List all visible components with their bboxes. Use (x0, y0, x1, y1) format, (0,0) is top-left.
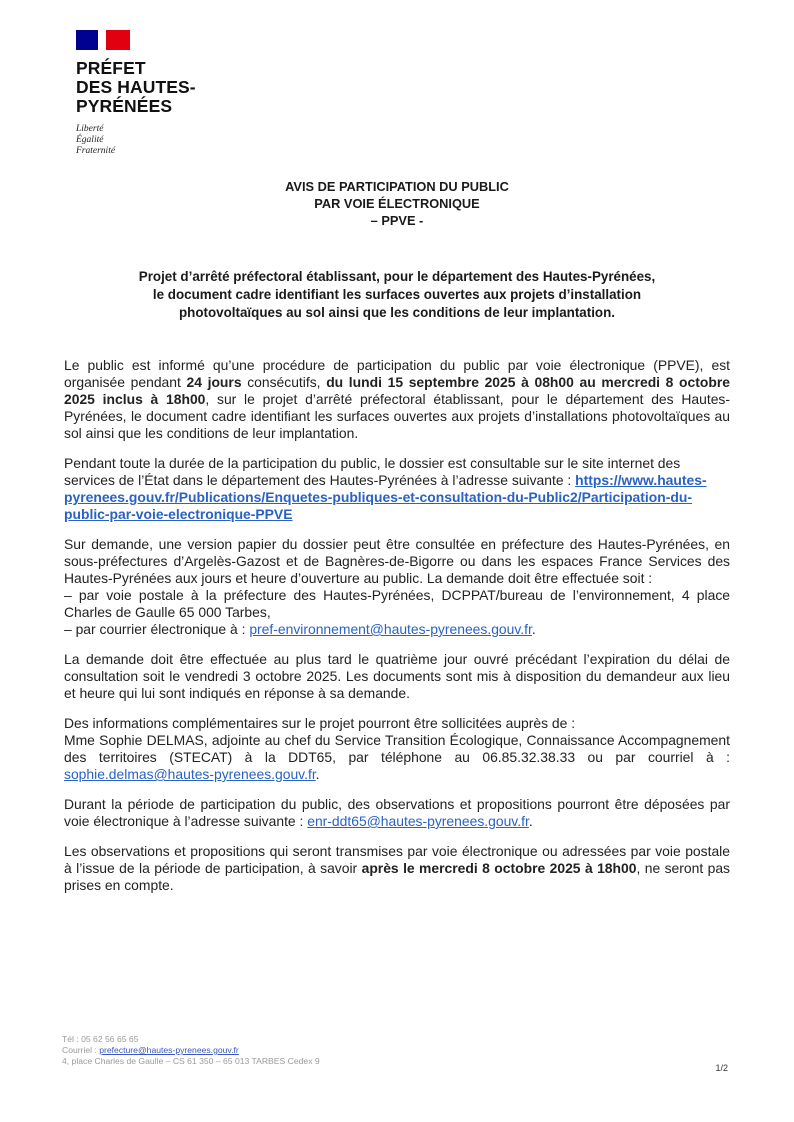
prefet-logo (76, 30, 196, 157)
text: Les observations et propositions qui seront transmises par voie électronique ou adressées par voie postale à l’issue de la période de participation, à savoir (64, 843, 730, 876)
enr-ddt65-email-link[interactable]: enr-ddt65@hautes-pyrenees.gouv.fr (307, 813, 529, 829)
subtitle-line: photovoltaïques au sol ainsi que les conditions de leur implantation. (179, 305, 615, 320)
period-dates: du lundi 15 septembre 2025 à 08h00 au mercredi 8 octobre 2025 inclus à 18h00 (64, 374, 730, 407)
motto-line: Fraternité (76, 146, 116, 156)
text: . (531, 621, 536, 637)
text: Mme Sophie DELMAS, adjointe au chef du Service Transition Écologique, Connaissance Accompagnement des territoires (STECAT) à la DDT65, par téléphone au 06.85.32.38.33 ou par courriel à : (64, 732, 730, 765)
title-line: – PPVE - (370, 213, 424, 228)
prefet-name (76, 59, 196, 116)
paragraph-consultation (64, 455, 730, 523)
text: , ne seront pas prises en compte. (64, 860, 731, 893)
text: Sur demande, une version papier du dossier peut être consultée en préfecture des Hautes-Pyrénées, en sous-préfectures d’Argelès-Gazost et de Bagnères-de-Bigorre ou dans les espaces France Services des Hautes-Pyrénées aux jours et heure d’ouverture au public. La demande doit être effectuée soit : (64, 536, 730, 586)
paragraph-observations (64, 796, 730, 830)
project-subtitle (95, 268, 699, 322)
paragraph-contact (64, 715, 730, 783)
motto-line: Égalité (76, 135, 104, 145)
title-line: PAR VOIE ÉLECTRONIQUE (314, 196, 480, 211)
title-line: AVIS DE PARTICIPATION DU PUBLIC (285, 179, 509, 194)
text: Durant la période de participation du public, des observations et propositions pourront être déposées par voie électronique à l’adresse suivante : (64, 796, 730, 829)
text: – par voie postale à la préfecture des Hautes-Pyrénées, DCPPAT/bureau de l’environnement, 4 place Charles de Gaulle 65 000 Tarbes, (64, 587, 730, 620)
notice-body (64, 357, 730, 907)
footer-contact (62, 1034, 320, 1067)
subtitle-line: le document cadre identifiant les surfaces ouvertes aux projets d’installation (152, 287, 642, 302)
cutoff-date: après le mercredi 8 octobre 2025 à 18h00 (361, 860, 637, 876)
prefet-line: PYRÉNÉES (76, 96, 173, 116)
paragraph-email-request (64, 621, 730, 638)
pref-environnement-email-link[interactable]: pref-environnement@hautes-pyrenees.gouv.fr (249, 621, 532, 637)
duration: 24 jours (186, 374, 242, 390)
text: Pendant toute la durée de la participation du public, le dossier est consultable sur le site internet des services de l’État dans le département des Hautes-Pyrénées à l’adresse suivante : (64, 455, 681, 488)
subtitle-line: Projet d’arrêté préfectoral établissant, pour le département des Hautes-Pyrénées, (138, 269, 656, 284)
consultation-link[interactable]: https://www.hautes-pyrenees.gouv.fr/Publications/Enquetes-publiques-et-consultation-du-Public2/Participation-du-public-par-voie-electronique-PPVE (64, 472, 707, 522)
paragraph-paper-version (64, 536, 730, 587)
french-flag-icon (76, 30, 130, 50)
paragraph-late-observations (64, 843, 730, 894)
motto-line: Liberté (76, 124, 104, 134)
paragraph-procedure (64, 357, 730, 442)
text: – par courrier électronique à : (64, 621, 250, 637)
footer-phone: Tél : 05 62 56 65 65 (62, 1034, 139, 1044)
page-number: 1/2 (715, 1063, 728, 1073)
text: consécutifs, (241, 374, 327, 390)
document-title (0, 178, 794, 229)
paragraph-deadline: La demande doit être effectuée au plus tard le quatrième jour ouvré précédant l’expiration du délai de consultation soit le vendredi 3 octobre 2025. Les documents sont mis à disposition du demandeur aux lieu et heure qui lui sont indiqués en réponse à sa demande. (64, 651, 730, 701)
paragraph-postal (64, 587, 730, 621)
republic-motto (76, 124, 196, 157)
prefet-line: PRÉFET (76, 58, 146, 78)
text: . (528, 813, 533, 829)
text: Des informations complémentaires sur le projet pourront être sollicitées auprès de : (64, 715, 576, 731)
footer-email-line (62, 1045, 320, 1056)
text: . (315, 766, 320, 782)
sophie-delmas-email-link[interactable]: sophie.delmas@hautes-pyrenees.gouv.fr (64, 766, 316, 782)
footer-email-label: Courriel : (62, 1045, 100, 1055)
prefet-line: DES HAUTES- (76, 77, 196, 97)
text: , sur le projet d’arrêté préfectoral établissant, pour le département des Hautes-Pyrénées, le document cadre identifiant les surfaces ouvertes aux projets d’installations photovoltaïques au sol ainsi que les conditions de leur implantation. (64, 391, 730, 441)
footer-address: 4, place Charles de Gaulle – CS 61 350 – 65 013 TARBES Cedex 9 (62, 1056, 320, 1066)
footer-email-link[interactable]: prefecture@hautes-pyrenees.gouv.fr (99, 1045, 239, 1055)
text: Le public est informé qu’une procédure de participation du public par voie électronique (PPVE), est organisée pendant (64, 357, 730, 390)
